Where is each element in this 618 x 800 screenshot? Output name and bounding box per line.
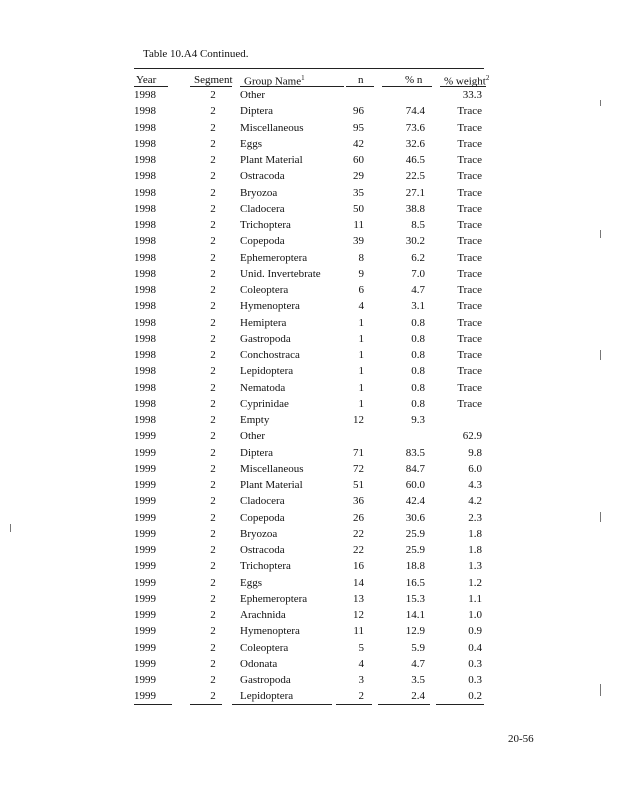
cell-pct-weight: 9.8 <box>468 446 482 459</box>
cell-pct-weight: 0.2 <box>468 690 482 703</box>
header-n: n <box>358 74 364 86</box>
header-pct-weight <box>444 74 489 88</box>
cell-year: 1998 <box>134 219 156 231</box>
table-row <box>0 463 618 479</box>
cell-year: 1998 <box>134 332 156 345</box>
table-row <box>0 658 618 674</box>
cell-group-name: Arachnida <box>240 609 286 621</box>
cell-year: 1998 <box>134 349 156 361</box>
cell-segment: 2 <box>210 316 216 329</box>
cell-segment: 2 <box>210 592 216 605</box>
cell-group-name: Diptera <box>240 105 273 118</box>
cell-year: 1998 <box>134 202 156 215</box>
cell-pct-weight: Trace <box>457 219 482 231</box>
table-row <box>0 414 618 430</box>
cell-segment: 2 <box>210 89 216 101</box>
cell-year: 1999 <box>134 511 156 524</box>
cell-segment: 2 <box>210 284 216 296</box>
cell-year: 1998 <box>134 170 156 183</box>
scan-mark <box>600 230 601 238</box>
cell-n: 16 <box>353 560 364 573</box>
cell-year: 1998 <box>134 381 156 394</box>
table-row <box>0 495 618 511</box>
cell-pct-weight: Trace <box>457 154 482 166</box>
cell-pct-weight: 0.9 <box>468 625 482 638</box>
cell-pct-weight: Trace <box>457 170 482 183</box>
cell-segment: 2 <box>210 446 216 459</box>
table-row <box>0 349 618 365</box>
cell-pct-weight: 0.4 <box>468 641 482 654</box>
cell-pct-n: 0.8 <box>411 397 425 410</box>
cell-year: 1998 <box>134 121 156 134</box>
cell-year: 1999 <box>134 495 156 508</box>
header-pct-weight-label: % weight <box>444 75 486 88</box>
cell-group-name: Copepoda <box>240 511 285 524</box>
cell-n: 1 <box>358 365 364 378</box>
cell-group-name: Copepoda <box>240 235 285 248</box>
cell-segment: 2 <box>210 462 216 475</box>
cell-group-name: Miscellaneous <box>240 462 304 475</box>
cell-pct-weight: 2.3 <box>468 511 482 524</box>
cell-year: 1998 <box>134 414 156 426</box>
header-pct-n: % n <box>405 74 423 86</box>
table-row <box>0 317 618 333</box>
cell-segment: 2 <box>210 202 216 215</box>
cell-pct-n: 25.9 <box>405 527 425 540</box>
cell-year: 1999 <box>134 430 156 443</box>
table-row <box>0 89 618 105</box>
cell-year: 1999 <box>134 446 156 459</box>
cell-n: 1 <box>358 332 364 345</box>
cell-group-name: Coleoptera <box>240 284 289 296</box>
cell-year: 1998 <box>134 251 156 264</box>
cell-pct-n: 4.7 <box>411 657 425 670</box>
cell-group-name: Other <box>240 89 266 101</box>
cell-segment: 2 <box>210 349 216 361</box>
table-row <box>0 219 618 235</box>
cell-segment: 2 <box>210 495 216 508</box>
header-year: Year <box>136 74 157 86</box>
cell-pct-weight: Trace <box>457 397 482 410</box>
cell-n: 72 <box>353 462 364 475</box>
cell-segment: 2 <box>210 381 216 394</box>
cell-n: 50 <box>353 202 364 215</box>
cell-pct-weight: 4.2 <box>468 495 482 508</box>
cell-group-name: Eggs <box>240 137 262 150</box>
cell-pct-n: 14.1 <box>405 609 425 621</box>
table-row <box>0 154 618 170</box>
cell-year: 1999 <box>134 674 156 686</box>
cell-n: 13 <box>353 592 364 605</box>
cell-year: 1999 <box>134 544 156 556</box>
cell-group-name: Unid. Invertebrate <box>240 267 321 280</box>
cell-year: 1999 <box>134 657 156 670</box>
cell-year: 1998 <box>134 105 156 118</box>
cell-n: 12 <box>353 609 364 621</box>
cell-pct-n: 74.4 <box>405 105 425 118</box>
table-row <box>0 382 618 398</box>
table-row <box>0 528 618 544</box>
cell-pct-n: 7.0 <box>411 267 425 280</box>
cell-n: 4 <box>358 300 364 313</box>
table-row <box>0 333 618 349</box>
table-row <box>0 300 618 316</box>
cell-year: 1998 <box>134 316 156 329</box>
cell-segment: 2 <box>210 186 216 199</box>
cell-n: 22 <box>353 527 364 540</box>
cell-n: 26 <box>353 511 364 524</box>
cell-n: 11 <box>353 625 364 638</box>
cell-pct-weight: 1.3 <box>468 560 482 573</box>
cell-segment: 2 <box>210 300 216 313</box>
cell-group-name: Miscellaneous <box>240 121 304 134</box>
cell-group-name: Hymenoptera <box>240 625 300 638</box>
cell-n: 42 <box>353 137 364 150</box>
table-row <box>0 609 618 625</box>
cell-segment: 2 <box>210 560 216 573</box>
cell-n: 71 <box>353 446 364 459</box>
cell-segment: 2 <box>210 137 216 150</box>
cell-pct-n: 84.7 <box>405 462 425 475</box>
table-row <box>0 122 618 138</box>
cell-segment: 2 <box>210 641 216 654</box>
cell-n: 12 <box>353 414 364 426</box>
cell-year: 1999 <box>134 592 156 605</box>
table-row <box>0 674 618 690</box>
header-rule-pct-n <box>382 86 432 87</box>
cell-year: 1998 <box>134 235 156 248</box>
footer-rule-pct-weight <box>436 704 484 705</box>
cell-pct-n: 6.2 <box>411 251 425 264</box>
cell-pct-weight: 1.1 <box>468 592 482 605</box>
cell-pct-n: 18.8 <box>405 560 425 573</box>
cell-pct-weight: Trace <box>457 300 482 313</box>
cell-pct-n: 0.8 <box>411 316 425 329</box>
cell-segment: 2 <box>210 625 216 638</box>
scan-mark <box>600 684 601 696</box>
cell-segment: 2 <box>210 365 216 378</box>
header-group-name-label: Group Name <box>244 75 302 88</box>
cell-group-name: Trichoptera <box>240 219 291 231</box>
table-body <box>0 89 618 707</box>
cell-year: 1999 <box>134 527 156 540</box>
cell-pct-n: 83.5 <box>405 446 425 459</box>
table-row <box>0 593 618 609</box>
cell-segment: 2 <box>210 657 216 670</box>
cell-segment: 2 <box>210 511 216 524</box>
cell-group-name: Coleoptera <box>240 641 289 654</box>
cell-n: 1 <box>358 349 364 361</box>
cell-pct-n: 2.4 <box>411 690 425 703</box>
cell-pct-weight: Trace <box>457 186 482 199</box>
table-row <box>0 642 618 658</box>
cell-pct-weight: Trace <box>457 267 482 280</box>
header-group-name-footnote: 1 <box>301 74 305 82</box>
cell-group-name: Empty <box>240 414 270 426</box>
cell-segment: 2 <box>210 414 216 426</box>
table-caption: Table 10.A4 Continued. <box>143 48 249 60</box>
cell-pct-weight: Trace <box>457 284 482 296</box>
cell-segment: 2 <box>210 235 216 248</box>
cell-group-name: Bryozoa <box>240 527 278 540</box>
cell-pct-weight: Trace <box>457 235 482 248</box>
table-row <box>0 235 618 251</box>
cell-n: 60 <box>353 154 364 166</box>
cell-pct-weight: 33.3 <box>462 89 482 101</box>
cell-pct-n: 30.2 <box>405 235 425 248</box>
cell-year: 1999 <box>134 576 156 589</box>
table-row <box>0 447 618 463</box>
header-top-rule <box>134 68 484 69</box>
cell-segment: 2 <box>210 544 216 556</box>
table-row <box>0 512 618 528</box>
cell-group-name: Hymenoptera <box>240 300 300 313</box>
scan-mark <box>600 350 601 360</box>
table-row <box>0 105 618 121</box>
cell-group-name: Ostracoda <box>240 544 285 556</box>
cell-pct-weight: Trace <box>457 121 482 134</box>
cell-group-name: Plant Material <box>240 154 303 166</box>
cell-pct-n: 38.8 <box>405 202 425 215</box>
table-row <box>0 479 618 495</box>
cell-year: 1999 <box>134 479 156 491</box>
cell-year: 1998 <box>134 186 156 199</box>
cell-group-name: Odonata <box>240 657 278 670</box>
cell-group-name: Gastropoda <box>240 674 291 686</box>
cell-year: 1999 <box>134 609 156 621</box>
cell-segment: 2 <box>210 430 216 443</box>
cell-group-name: Eggs <box>240 576 262 589</box>
cell-segment: 2 <box>210 397 216 410</box>
cell-group-name: Ephemeroptera <box>240 251 308 264</box>
cell-pct-weight: Trace <box>457 251 482 264</box>
cell-pct-n: 42.4 <box>405 495 425 508</box>
cell-segment: 2 <box>210 576 216 589</box>
footer-rule-group <box>232 704 332 705</box>
cell-pct-weight: 1.2 <box>468 576 482 589</box>
cell-n: 3 <box>358 674 364 686</box>
cell-group-name: Diptera <box>240 446 273 459</box>
cell-pct-weight: Trace <box>457 332 482 345</box>
cell-group-name: Cladocera <box>240 495 285 508</box>
footer-rule-pct-n <box>378 704 430 705</box>
cell-n: 9 <box>358 267 364 280</box>
cell-pct-n: 0.8 <box>411 381 425 394</box>
cell-n: 35 <box>353 186 364 199</box>
scan-mark <box>600 100 601 106</box>
cell-n: 95 <box>353 121 364 134</box>
table-row <box>0 365 618 381</box>
cell-group-name: Lepidoptera <box>240 365 294 378</box>
cell-pct-n: 4.7 <box>411 284 425 296</box>
cell-pct-n: 0.8 <box>411 365 425 378</box>
cell-group-name: Gastropoda <box>240 332 291 345</box>
cell-pct-n: 0.8 <box>411 332 425 345</box>
cell-segment: 2 <box>210 674 216 686</box>
page-number: 20-56 <box>508 733 534 745</box>
cell-pct-weight: 4.3 <box>468 479 482 491</box>
cell-n: 1 <box>358 381 364 394</box>
cell-pct-n: 12.9 <box>405 625 425 638</box>
cell-group-name: Plant Material <box>240 479 303 491</box>
header-rule-segment <box>190 86 232 87</box>
cell-segment: 2 <box>210 527 216 540</box>
cell-pct-n: 3.1 <box>411 300 425 313</box>
cell-n: 39 <box>353 235 364 248</box>
cell-pct-weight: Trace <box>457 137 482 150</box>
cell-pct-n: 32.6 <box>405 137 425 150</box>
table-row <box>0 430 618 446</box>
cell-n: 1 <box>358 397 364 410</box>
scan-mark <box>10 524 11 532</box>
cell-group-name: Bryozoa <box>240 186 278 199</box>
cell-pct-n: 3.5 <box>411 674 425 686</box>
cell-pct-n: 5.9 <box>411 641 425 654</box>
cell-segment: 2 <box>210 154 216 166</box>
cell-pct-n: 22.5 <box>405 170 425 183</box>
footer-rule-n <box>336 704 372 705</box>
header-rule-year <box>134 86 168 87</box>
cell-pct-weight: 6.0 <box>468 462 482 475</box>
cell-group-name: Conchostraca <box>240 349 300 361</box>
cell-n: 22 <box>353 544 364 556</box>
cell-group-name: Cladocera <box>240 202 285 215</box>
table-row <box>0 577 618 593</box>
cell-pct-weight: Trace <box>457 105 482 118</box>
footer-rule-year <box>134 704 172 705</box>
cell-pct-n: 25.9 <box>405 544 425 556</box>
cell-pct-weight: Trace <box>457 316 482 329</box>
cell-segment: 2 <box>210 251 216 264</box>
cell-pct-weight: 62.9 <box>462 430 482 443</box>
cell-year: 1999 <box>134 560 156 573</box>
cell-n: 1 <box>358 316 364 329</box>
cell-segment: 2 <box>210 479 216 491</box>
table-row <box>0 398 618 414</box>
cell-pct-n: 0.8 <box>411 349 425 361</box>
header-pct-weight-footnote: 2 <box>485 74 490 82</box>
cell-pct-n: 46.5 <box>405 154 425 166</box>
cell-pct-n: 8.5 <box>411 219 425 231</box>
cell-pct-n: 15.3 <box>405 592 425 605</box>
cell-group-name: Hemiptera <box>240 316 287 329</box>
cell-group-name: Lepidoptera <box>240 690 294 703</box>
cell-pct-weight: 0.3 <box>468 657 482 670</box>
table-row <box>0 284 618 300</box>
cell-pct-weight: 1.8 <box>468 527 482 540</box>
cell-segment: 2 <box>210 219 216 231</box>
cell-pct-weight: Trace <box>457 202 482 215</box>
cell-n: 14 <box>353 576 364 589</box>
cell-pct-n: 9.3 <box>411 414 425 426</box>
cell-n: 6 <box>358 284 364 296</box>
cell-pct-weight: Trace <box>457 365 482 378</box>
cell-n: 2 <box>358 690 364 703</box>
cell-pct-weight: Trace <box>457 381 482 394</box>
cell-pct-weight: 0.3 <box>468 674 482 686</box>
cell-group-name: Nematoda <box>240 381 286 394</box>
cell-pct-n: 73.6 <box>405 121 425 134</box>
table-row <box>0 268 618 284</box>
cell-segment: 2 <box>210 332 216 345</box>
table-row <box>0 187 618 203</box>
table-row <box>0 170 618 186</box>
cell-year: 1998 <box>134 137 156 150</box>
cell-segment: 2 <box>210 690 216 703</box>
table-row <box>0 138 618 154</box>
cell-n: 96 <box>353 105 364 118</box>
cell-year: 1999 <box>134 641 156 654</box>
table-row <box>0 203 618 219</box>
table-row <box>0 544 618 560</box>
cell-pct-n: 30.6 <box>405 511 425 524</box>
cell-segment: 2 <box>210 105 216 118</box>
table-row <box>0 560 618 576</box>
cell-year: 1998 <box>134 89 156 101</box>
cell-year: 1999 <box>134 690 156 703</box>
cell-segment: 2 <box>210 170 216 183</box>
cell-group-name: Ostracoda <box>240 170 285 183</box>
cell-n: 36 <box>353 495 364 508</box>
cell-pct-weight: Trace <box>457 349 482 361</box>
cell-year: 1998 <box>134 267 156 280</box>
scan-mark <box>600 512 601 522</box>
table-row <box>0 625 618 641</box>
cell-year: 1998 <box>134 284 156 296</box>
cell-pct-weight: 1.0 <box>468 609 482 621</box>
cell-segment: 2 <box>210 609 216 621</box>
cell-n: 11 <box>353 219 364 231</box>
header-segment: Segment <box>194 74 233 86</box>
cell-group-name: Cyprinidae <box>240 397 289 410</box>
cell-year: 1998 <box>134 365 156 378</box>
table-row <box>0 252 618 268</box>
cell-pct-weight: 1.8 <box>468 544 482 556</box>
cell-pct-n: 16.5 <box>405 576 425 589</box>
cell-n: 29 <box>353 170 364 183</box>
cell-year: 1998 <box>134 154 156 166</box>
cell-group-name: Other <box>240 430 266 443</box>
cell-pct-n: 60.0 <box>405 479 425 491</box>
cell-n: 8 <box>358 251 364 264</box>
cell-year: 1998 <box>134 300 156 313</box>
header-group-name <box>244 74 305 88</box>
cell-segment: 2 <box>210 121 216 134</box>
cell-year: 1999 <box>134 462 156 475</box>
cell-n: 5 <box>358 641 364 654</box>
cell-year: 1999 <box>134 625 156 638</box>
cell-group-name: Trichoptera <box>240 560 291 573</box>
footer-rule-segment <box>190 704 222 705</box>
cell-year: 1998 <box>134 397 156 410</box>
header-rule-n <box>346 86 374 87</box>
cell-pct-n: 27.1 <box>405 186 425 199</box>
cell-n: 4 <box>358 657 364 670</box>
cell-group-name: Ephemeroptera <box>240 592 308 605</box>
cell-segment: 2 <box>210 267 216 280</box>
cell-n: 51 <box>353 479 364 491</box>
